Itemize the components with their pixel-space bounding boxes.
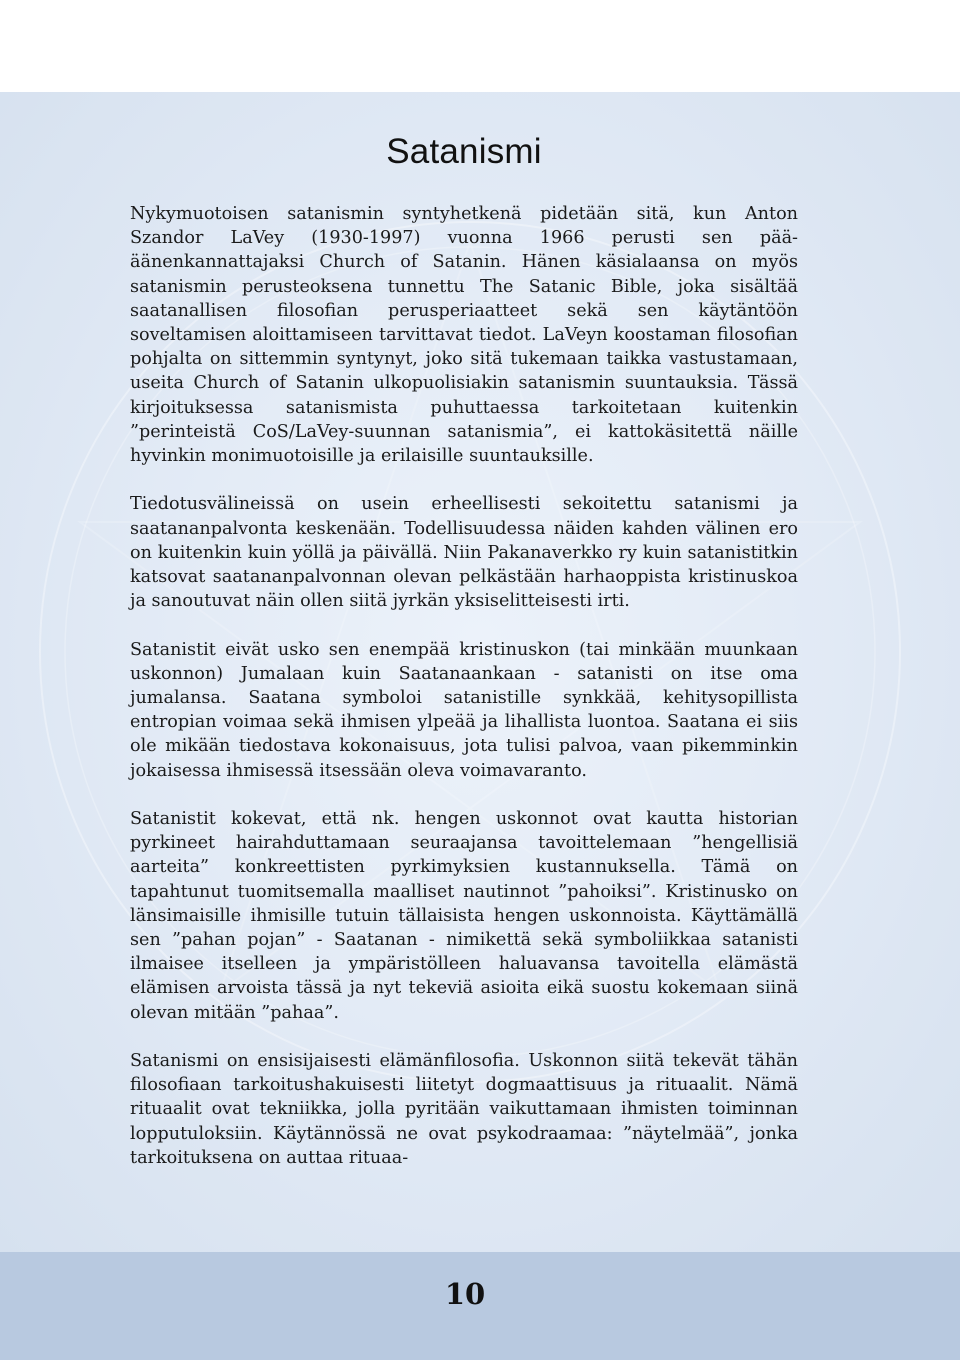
paragraph: Satanismi on ensisijaisesti elämänfilosofia. Uskonnon siitä tekevät tähän filosofiaan tarkoitushakuisesti liitetyt dogmaattisuus ja rituaalit. Nämä rituaalit ovat tekniikka, jolla pyritään vaikuttamaan ihmisten toiminnan lopputuloksiin. Käytännössä ne ovat psykodraamaa: ”näytelmää”, jonka tarkoituksena on auttaa rituaa- xyxy=(130,1051,798,1168)
paragraph: Satanistit kokevat, että nk. hengen uskonnot ovat kautta historian pyrkineet hairahduttamaan seuraajansa tavoittelemaan ”hengellisiä aarteita” konkreettisten pyrkimyksien kustannuksella. Tämä on tapahtunut tuomitsemalla maalliset nautinnot ”pahoiksi”. Kristinusko on länsimaisille ihmisille tutuin tällaisista hengen uskonnoista. Käyttämällä sen ”pahan pojan” - Saatanan - nimikettä sekä symboliikkaa satanisti ilmaisee itselleen ja ympäristölleen haluavansa tavoitella elämästä elämisen arvoista tässä ja nyt tekeviä asioita eikä suostu kokemaan siinä olevan mitään ”pahaa”. xyxy=(130,809,798,1023)
paragraph: Tiedotusvälineissä on usein erheellisesti sekoitettu satanismi ja saatananpalvonta keskenään. Todellisuudessa näiden kahden välinen ero on kuitenkin kuin yöllä ja päivällä. Niin Pakanaverkko ry kuin satanistitkin katsovat saatananpalvonnan olevan pelkästään harhaoppista kristinuskoa ja sanoutuvat näin ollen siitä jyrkän yksiselitteisesti irti. xyxy=(130,494,798,612)
paragraph: Nykymuotoisen satanismin syntyhetkenä pidetään sitä, kun Anton Szandor LaVey (1930-1997) vuonna 1966 perusti sen pää-äänenkannattajaksi Church of Satanin. Hänen käsialaansa on myös satanismin perusteoksena tunnettu The Satanic Bible, joka sisältää saatanallisen filosofian perusperiaatteet sekä sen käytäntöön soveltamisen aloittamiseen tarvittavat tiedot. LaVeyn koostaman filosofian pohjalta on sittemmin syntynyt, joko sitä tukemaan taikka vastustamaan, useita Church of Satanin ulkopuolisiakin satanismin suuntauksia. Tässä kirjoituksessa satanismista puhuttaessa tarkoitetaan kuitenkin ”perinteistä CoS/LaVey-suunnan satanismia”, ei kattokäsitettä näille hyvinkin monimuotoisille ja erilaisille suuntauksille. xyxy=(130,204,798,467)
paragraph: Satanistit eivät usko sen enempää kristinuskon (tai minkään muunkaan uskonnon) Jumalaan kuin Saatanaankaan - satanisti on itse oma jumalansa. Saatana symboloi satanistille synkkää, kehitysopillista entropian voimaa sekä ihmisen ylpeää ja lihallista luontoa. Saatana ei siis ole mikään tiedostava kokonaisuus, jota tulisi palvoa, vaan pikemminkin jokaisessa ihmisessä itsessään oleva voimavaranto. xyxy=(130,639,798,781)
page-number: 10 xyxy=(444,1277,486,1311)
body-text xyxy=(130,202,798,1194)
page-title: Satanismi xyxy=(386,132,542,171)
